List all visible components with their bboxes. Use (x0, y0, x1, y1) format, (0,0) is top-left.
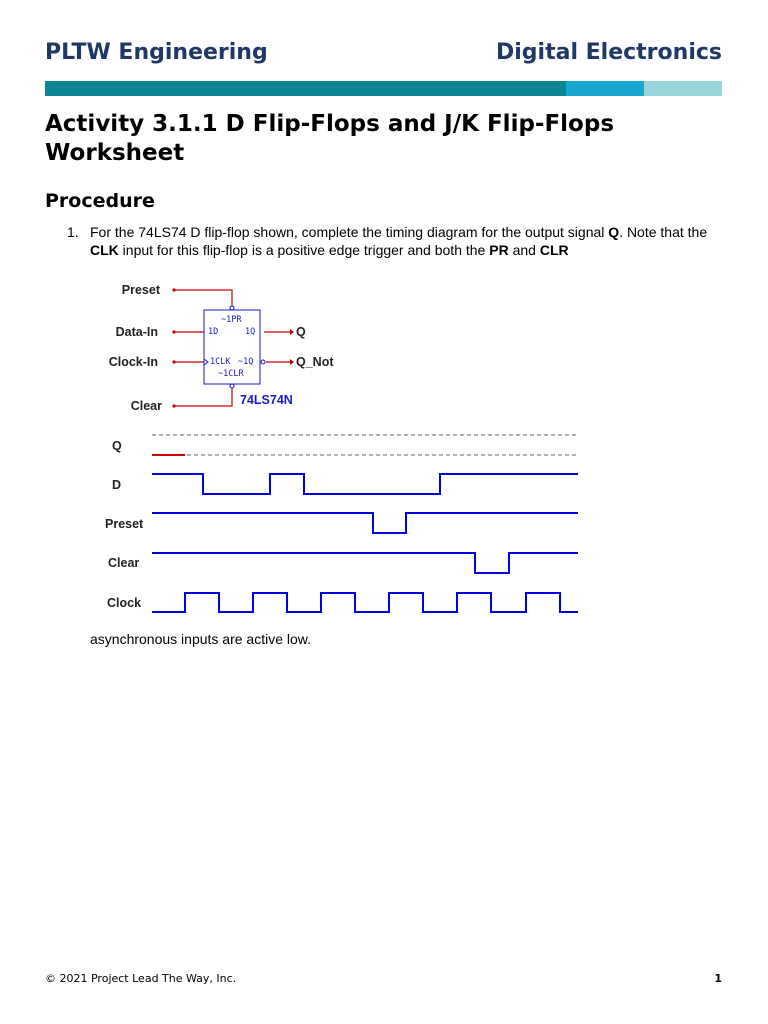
footer-copyright: © 2021 Project Lead The Way, Inc. (45, 972, 237, 985)
header-band-segment (45, 81, 566, 96)
label-data-in: Data-In (115, 325, 158, 339)
page-number: 1 (714, 972, 722, 985)
clear-waveform (152, 553, 578, 573)
qnot-bubble (261, 360, 265, 364)
label-clear: Clear (130, 399, 162, 413)
part-number: 74LS74N (240, 393, 293, 407)
pin-clr: ~1CLR (218, 369, 244, 379)
pin-qnot: ~1Q (238, 357, 254, 367)
clr-bubble (230, 384, 234, 388)
label-q-not: Q_Not (296, 355, 334, 369)
timing-label-preset: Preset (105, 517, 144, 531)
label-q: Q (296, 325, 306, 339)
pin-pr: ~1PR (221, 315, 242, 325)
clock-waveform (152, 593, 578, 612)
label-preset: Preset (121, 283, 160, 297)
clear-wire (174, 386, 232, 406)
pin-q: 1Q (245, 327, 256, 337)
preset-wire (174, 290, 232, 306)
item-text-part: . Note that the (619, 224, 708, 240)
item-text (90, 223, 720, 259)
label-clock-in: Clock-In (108, 355, 158, 369)
pin-clk: 1CLK (210, 357, 231, 367)
d-waveform (152, 474, 578, 494)
item-bold-q: Q (608, 224, 620, 240)
section-heading: Procedure (45, 190, 155, 212)
item-text-part: For the 74LS74 D flip-flop shown, complete the timing diagram for the output signal (90, 224, 609, 240)
timing-label-d: D (112, 478, 122, 492)
header-band-segment (566, 81, 644, 96)
item-continuation: asynchronous inputs are active low. (90, 631, 312, 647)
header-subject: Digital Electronics (495, 40, 722, 65)
timing-label-q: Q (112, 439, 122, 453)
item-text-part: input for this flip-flop is a positive edge trigger and both the (118, 242, 490, 258)
header-course: PLTW Engineering (45, 40, 268, 65)
item-bold-clk: CLK (90, 242, 119, 258)
timing-label-clear: Clear (108, 556, 140, 570)
item-bold-pr: PR (489, 242, 509, 258)
pin-d: 1D (208, 327, 219, 337)
page-title: Activity 3.1.1 D Flip-Flops and J/K Flip-Flops Worksheet (45, 111, 615, 166)
preset-waveform (152, 513, 578, 533)
item-text-part: and (508, 242, 540, 258)
item-bold-clr: CLR (539, 242, 569, 258)
flip-flop-figure (90, 270, 590, 620)
timing-label-clock: Clock (107, 596, 142, 610)
item-number: 1. (67, 224, 79, 240)
header-band-segment (644, 81, 722, 96)
pr-bubble (230, 306, 234, 310)
